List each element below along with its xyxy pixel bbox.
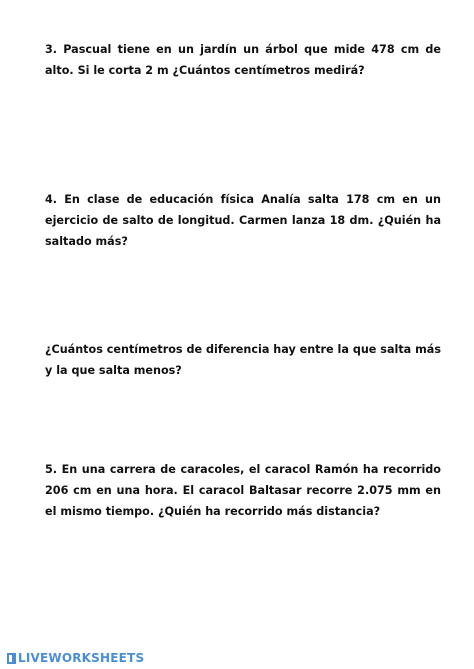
liveworksheets-logo-icon [7, 653, 16, 664]
problem-4-followup-text: ¿Cuántos centímetros de diferencia hay entre la que salta más y la que salta menos? [45, 343, 441, 377]
problem-3-text: 3. Pascual tiene en un jardín un árbol que mide 478 cm de alto. Si le corta 2 m ¿Cuántos centímetros medirá? [45, 43, 441, 77]
problem-5-text: 5. En una carrera de caracoles, el caracol Ramón ha recorrido 206 cm en una hora. El caracol Baltasar recorre 2.075 mm en el mismo tiempo. ¿Quién ha recorrido más distancia? [45, 463, 441, 518]
problem-4-text: 4. En clase de educación física Analía salta 178 cm en un ejercicio de salto de longitud. Carmen lanza 18 dm. ¿Quién ha saltado más? [45, 193, 441, 248]
footer-brand-text: LIVEWORKSHEETS [18, 651, 145, 665]
liveworksheets-footer [7, 651, 144, 665]
